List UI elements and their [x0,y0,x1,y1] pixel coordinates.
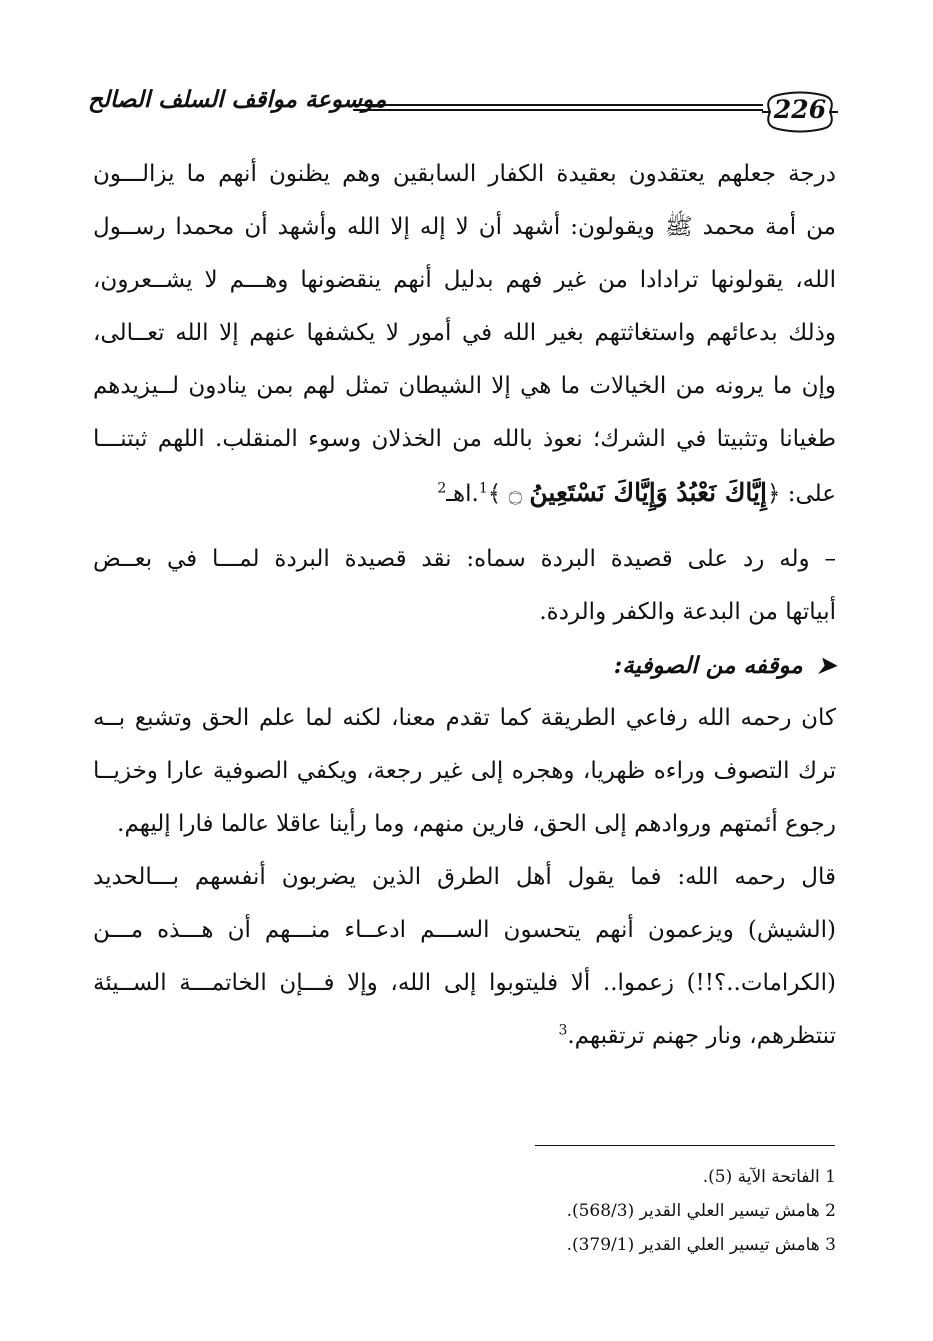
page-header [88,82,838,132]
page-number: 226 [773,95,827,124]
footnote-separator [535,1145,835,1146]
text-line: قال رحمه الله: فما يقول أهل الطرق الذين يضربون أنفسهم بـــالحديد [93,864,836,890]
quran-line [93,466,836,519]
section-heading [93,639,836,692]
footnotes [400,1160,836,1262]
text-line [93,1010,836,1063]
text-line: درجة جعلهم يعتقدون بعقيدة الكفار السابقين وهم يظنون أنهم ما يزالـــون [93,161,836,187]
footnote-3: 3 هامش تيسير العلي القدير (379/1). [566,1235,836,1255]
section-heading-text: موقفه من الصوفية: [613,652,803,679]
text-line: ترك التصوف وراءه ظهريا، وهجره إلى غير رجعة، ويكفي الصوفية عارا وخزيــا [93,758,836,784]
text-line: – وله رد على قصيدة البردة سماه: نقد قصيدة البردة لمـــا في بعــض [93,546,836,572]
page-number-badge [760,90,840,134]
footnote-2: 2 هامش تيسير العلي القدير (568/3). [566,1201,836,1221]
text-line: طغيانا وتثبيتا في الشرك؛ نعوذ بالله من الخذلان وسوء المنقلب. اللهم ثبتنـــا [93,426,836,452]
footnote-mark-1: 1 [478,480,488,497]
quran-close: ﴾ [487,481,502,507]
quran-end: .اهـ [446,481,479,507]
text-line: كان رحمه الله رفاعي الطريقة كما تقدم معنا، لكنه لما علم الحق وتشبع بــه [93,705,836,731]
quran-verse: إِيَّاكَ نَعْبُدُ وَإِيَّاكَ نَسْتَعِينُ [529,478,767,507]
footnote-mark-2: 2 [437,480,447,497]
text-line: وإن ما يرونه من الخيالات ما هي إلا الشيطان تمثل لهم بمن ينادون لــيزيدهم [93,373,836,399]
text-line: أبياتها من البدعة والكفر والردة. [539,599,836,625]
running-title: موسوعة مواقف السلف الصالح [88,86,387,113]
triangle-bullet-icon: ➤ [816,652,836,679]
text-line: (الشيش) ويزعمون أنهم يتحسون الســـم ادعــاء منـــهم أن هـــذه مـــن [93,917,836,943]
text-line: من أمة محمد ﷺ ويقولون: أشهد أن لا إله إلا الله وأشهد أن محمدا رســول [93,214,836,240]
text-line: رجوع أئمتهم وروادهم إلى الحق، فارين منهم، وما رأينا عاقلا عالما فارا إليهم. [117,811,836,837]
quran-prefix: على: ﴿ [766,481,836,507]
body-text [93,148,836,1063]
text-line: (الكرامات..؟!!) زعموا.. ألا فليتوبوا إلى الله، وإلا فـــإن الخاتمـــة الســيئة [93,970,836,996]
last-line-text: تنتظرهم، ونار جهنم ترتقبهم. [567,1023,836,1049]
footnote-mark-3: 3 [558,1022,568,1039]
header-rule [353,104,763,111]
verse-end-icon: ۝ [501,481,530,507]
text-line: وذلك بدعائهم واستغاثتهم بغير الله في أمور لا يكشفها عنهم إلا الله تعــالى، [93,320,836,346]
footnote-1: 1 الفاتحة الآية (5). [702,1167,836,1187]
text-line: الله، يقولونها ترادادا من غير فهم بدليل أنهم ينقضونها وهـــم لا يشــعرون، [93,267,836,293]
